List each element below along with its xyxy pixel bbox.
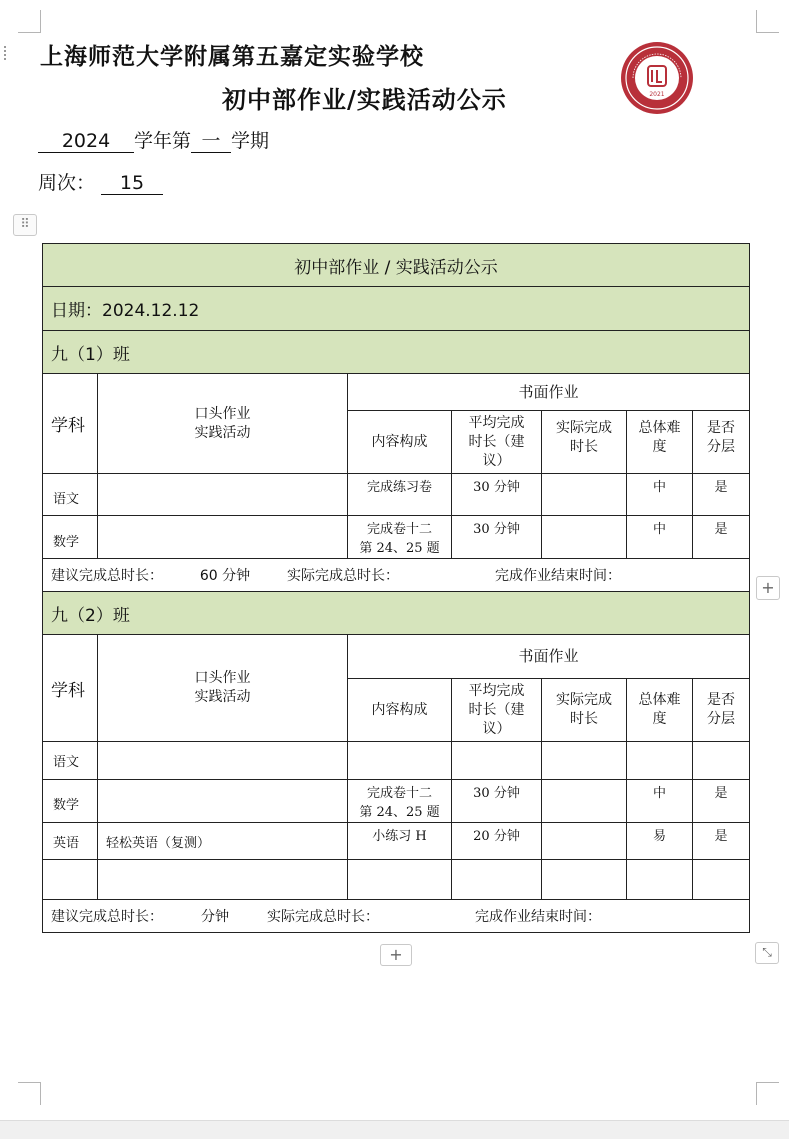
subject-header: 学科 xyxy=(43,635,98,742)
difficulty-header-line2: 度 xyxy=(652,711,667,727)
actual-cell xyxy=(542,780,627,823)
actual-cell xyxy=(542,516,627,559)
difficulty-cell xyxy=(627,860,693,900)
layered-header xyxy=(693,411,750,474)
term-text-2: 学期 xyxy=(231,130,270,152)
subject-cell: 数学 xyxy=(43,516,98,559)
term-number: 一 xyxy=(191,130,231,153)
suggest-total-label: 建议完成总时长： xyxy=(51,568,163,584)
term-text-1: 学年第 xyxy=(134,130,192,152)
header-row-1a xyxy=(43,374,750,411)
crop-mark-bottom-left xyxy=(18,1082,41,1105)
class-2-row xyxy=(43,592,750,635)
actual-time-header xyxy=(542,411,627,474)
suggest-total-value: 60 分钟 xyxy=(199,568,251,584)
content-cell xyxy=(348,474,452,516)
difficulty-cell: 中 xyxy=(627,780,693,823)
date-row xyxy=(43,287,750,331)
actual-total-label: 实际完成总时长： xyxy=(287,568,399,584)
add-row-button[interactable] xyxy=(380,944,412,966)
difficulty-cell: 易 xyxy=(627,823,693,860)
table-row xyxy=(43,860,750,900)
plus-icon: + xyxy=(761,578,775,597)
avg-cell: 20 分钟 xyxy=(452,823,542,860)
actual-cell xyxy=(542,823,627,860)
oral-cell xyxy=(98,860,348,900)
written-header: 书面作业 xyxy=(348,374,750,411)
difficulty-header-line1: 总体难 xyxy=(638,692,681,708)
table-drag-handle[interactable] xyxy=(13,214,37,236)
difficulty-cell: 中 xyxy=(627,474,693,516)
actual-cell xyxy=(542,860,627,900)
crop-mark-top-right xyxy=(756,10,779,33)
content-cell xyxy=(348,516,452,559)
avg-cell xyxy=(452,742,542,780)
crop-mark-top-left xyxy=(18,10,41,33)
oral-cell: 轻松英语（复测） xyxy=(98,823,348,860)
week-number: 15 xyxy=(101,172,163,195)
class-1-name: 九（1）班 xyxy=(43,331,750,374)
content-line1: 完成卷十二 xyxy=(366,786,432,801)
header-row-2a xyxy=(43,635,750,679)
document-title: 初中部作业/实践活动公示 xyxy=(222,85,507,114)
content-header: 内容构成 xyxy=(348,411,452,474)
suggest-total-label: 建议完成总时长： xyxy=(51,909,163,925)
table-row xyxy=(43,474,750,516)
layered-cell: 是 xyxy=(693,823,750,860)
school-seal-logo xyxy=(619,40,695,116)
layered-cell: 是 xyxy=(693,474,750,516)
oral-header-line2: 实践活动 xyxy=(194,689,251,705)
avg-cell: 30 分钟 xyxy=(452,474,542,516)
layered-header-line1: 是否 xyxy=(707,692,735,708)
table-row xyxy=(43,516,750,559)
school-year: 2024 xyxy=(38,130,134,153)
plus-icon: + xyxy=(389,945,403,964)
end-time-label: 完成作业结束时间： xyxy=(475,909,601,925)
resize-icon: ⤡ xyxy=(762,945,772,959)
term-line xyxy=(38,126,269,153)
drag-handle-icon: ⠿ xyxy=(20,217,30,232)
class-2-name: 九（2）班 xyxy=(43,592,750,635)
oral-cell xyxy=(98,474,348,516)
status-bar xyxy=(0,1120,789,1139)
oral-cell xyxy=(98,516,348,559)
content-cell xyxy=(348,780,452,823)
avg-cell xyxy=(452,860,542,900)
layered-cell: 是 xyxy=(693,780,750,823)
avg-header-line1: 平均完成 xyxy=(468,414,525,431)
subject-cell: 数学 xyxy=(43,780,98,823)
layered-cell xyxy=(693,860,750,900)
date-cell: 日期：2024.12.12 xyxy=(43,287,750,331)
actual-cell xyxy=(542,474,627,516)
subject-cell: 语文 xyxy=(43,474,98,516)
school-name: 上海师范大学附属第五嘉定实验学校 xyxy=(40,43,424,70)
suggest-total-value: 分钟 xyxy=(201,909,229,925)
class-1-summary-row xyxy=(43,559,750,592)
content-header: 内容构成 xyxy=(348,679,452,742)
actual-time-header xyxy=(542,679,627,742)
subject-cell: 语文 xyxy=(43,742,98,780)
actual-header-line2: 时长 xyxy=(570,711,598,727)
oral-header-line1: 口头作业 xyxy=(194,670,251,686)
avg-header-line1: 平均完成 xyxy=(468,682,525,699)
oral-header-line2: 实践活动 xyxy=(194,424,251,441)
add-column-button[interactable] xyxy=(756,576,780,600)
crop-mark-bottom-right xyxy=(756,1082,779,1105)
oral-header-line1: 口头作业 xyxy=(194,405,251,422)
actual-header-line1: 实际完成 xyxy=(556,692,612,708)
oral-cell xyxy=(98,742,348,780)
difficulty-cell: 中 xyxy=(627,516,693,559)
actual-header-line1: 实际完成 xyxy=(556,420,612,436)
written-header: 书面作业 xyxy=(348,635,750,679)
table-row xyxy=(43,823,750,860)
table-title: 初中部作业 / 实践活动公示 xyxy=(43,244,750,287)
difficulty-header xyxy=(627,679,693,742)
content-cell xyxy=(348,860,452,900)
avg-header-line2: 时长（建 xyxy=(468,701,525,718)
avg-cell: 30 分钟 xyxy=(452,516,542,559)
content-line1: 完成卷十二 xyxy=(366,522,432,537)
oral-header xyxy=(98,374,348,474)
oral-cell xyxy=(98,780,348,823)
content-line2: 第 24、25 题 xyxy=(359,541,440,556)
subject-header: 学科 xyxy=(43,374,98,474)
end-time-label: 完成作业结束时间： xyxy=(495,568,621,584)
actual-total-label: 实际完成总时长： xyxy=(267,909,379,925)
layered-cell xyxy=(693,742,750,780)
layered-header-line2: 分层 xyxy=(707,439,735,455)
content-line1: 小练习 H xyxy=(372,829,427,844)
subject-cell: 英语 xyxy=(43,823,98,860)
content-cell xyxy=(348,742,452,780)
avg-time-header xyxy=(452,411,542,474)
difficulty-cell xyxy=(627,742,693,780)
actual-cell xyxy=(542,742,627,780)
difficulty-header-line1: 总体难 xyxy=(638,420,681,436)
content-line2: 第 24、25 题 xyxy=(359,805,440,820)
content-line1: 完成练习卷 xyxy=(366,480,432,495)
avg-header-line2: 时长（建 xyxy=(468,433,525,450)
table-row xyxy=(43,742,750,780)
table-row xyxy=(43,780,750,823)
week-line xyxy=(38,168,163,195)
margin-dots xyxy=(4,46,9,60)
avg-header-line3: 议） xyxy=(482,720,511,737)
avg-header-line3: 议） xyxy=(482,452,511,469)
avg-cell: 30 分钟 xyxy=(452,780,542,823)
actual-header-line2: 时长 xyxy=(570,439,598,455)
content-cell xyxy=(348,823,452,860)
layered-header-line1: 是否 xyxy=(707,420,735,436)
difficulty-header xyxy=(627,411,693,474)
table-title-row xyxy=(43,244,750,287)
seal-year: 2021 xyxy=(649,91,665,98)
difficulty-header-line2: 度 xyxy=(652,439,667,455)
avg-time-header xyxy=(452,679,542,742)
week-label: 周次： xyxy=(38,172,96,194)
layered-header xyxy=(693,679,750,742)
class-2-summary-row xyxy=(43,900,750,933)
subject-cell xyxy=(43,860,98,900)
layered-cell: 是 xyxy=(693,516,750,559)
homework-table xyxy=(42,243,750,933)
oral-header xyxy=(98,635,348,742)
class-1-summary xyxy=(43,559,750,592)
class-2-summary xyxy=(43,900,750,933)
layered-header-line2: 分层 xyxy=(707,711,735,727)
class-1-row xyxy=(43,331,750,374)
table-resize-handle[interactable] xyxy=(755,942,779,964)
